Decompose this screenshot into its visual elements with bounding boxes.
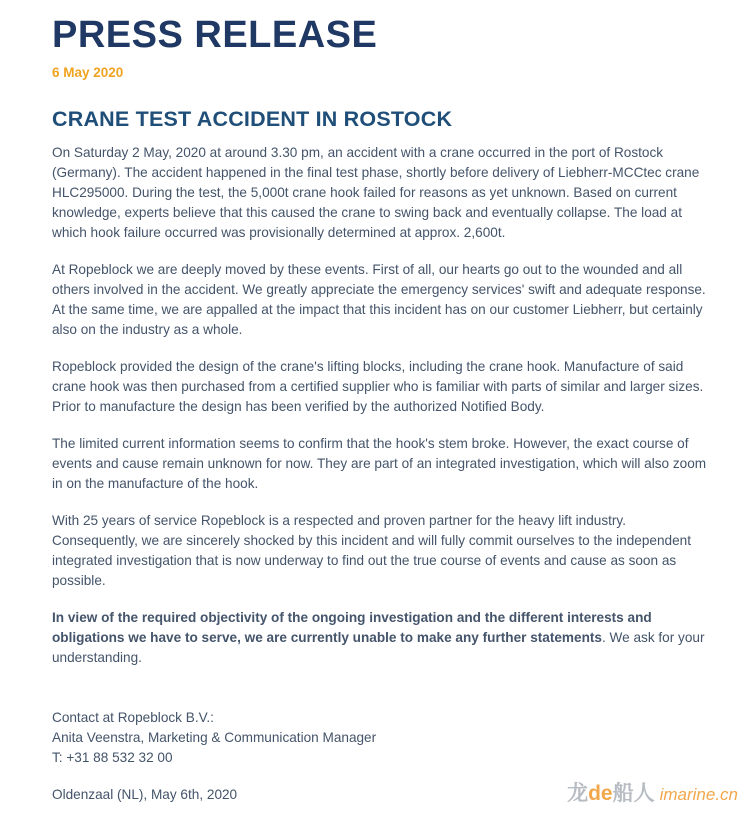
article-headline: CRANE TEST ACCIDENT IN ROSTOCK [52,106,453,131]
watermark-cn-text: 龙 [567,782,589,805]
watermark-site-text: imarine.cn [659,785,738,804]
closing-statement-bold: In view of the required objectivity of the ongoing investigation and the different interests and obligations we have to serve, we are currently unable to make any further statements [52,609,652,645]
body-paragraph: With 25 years of service Ropeblock is a respected and proven partner for the heavy lift industry. Consequently, we are sincerely shocked by this incident and will fully commit ourselves to the independent integrated investigation that is now underway to find out the true course of events and cause as soon as possible. [52,512,691,588]
imarine-watermark [567,777,738,807]
contact-phone: T: +31 88 532 32 00 [52,749,173,765]
article-body [52,143,710,668]
document-title: PRESS RELEASE [52,14,378,56]
closing-statement-regular: . We ask for your understanding. [52,629,705,665]
body-paragraph: On Saturday 2 May, 2020 at around 3.30 pm, an accident with a crane occurred in the port of Rostock (Germany). The accident happened in the final test phase, shortly before delivery of Liebherr-MCCtec crane HLC295000. During the test, the 5,000t crane hook failed for reasons as yet unknown. Based on current knowledge, experts believe that this caused the crane to swing back and eventually collapse. The load at which hook failure occurred was provisionally determined at approx. 2,600t. [52,144,700,240]
release-date: 6 May 2020 [52,64,124,80]
body-paragraph: At Ropeblock we are deeply moved by these events. First of all, our hearts go out to the wounded and all others involved in the accident. We greatly appreciate the emergency services' swift and adequate response. At the same time, we are appalled at the impact that this incident has on our customer Liebherr, but certainly also on the industry as a whole. [52,261,706,337]
closing-statement [52,608,710,668]
body-paragraph: The limited current information seems to confirm that the hook's stem broke. However, the exact course of events and cause remain unknown for now. They are part of an integrated investigation, which will also zoom in on the manufacture of the hook. [52,435,707,491]
contact-person: Anita Veenstra, Marketing & Communication Manager [52,729,377,745]
contact-block [52,708,710,768]
place-dateline: Oldenzaal (NL), May 6th, 2020 [52,786,238,802]
watermark-de-text: de [588,782,613,805]
contact-heading: Contact at Ropeblock B.V.: [52,709,214,725]
body-paragraph: Ropeblock provided the design of the crane's lifting blocks, including the crane hook. Manufacture of said crane hook was then purchased from a certified supplier who is familiar with parts of similar and larger sizes. Prior to manufacture the design has been verified by the authorized Notified Body. [52,358,704,414]
watermark-cn-text: 船人 [612,782,655,805]
